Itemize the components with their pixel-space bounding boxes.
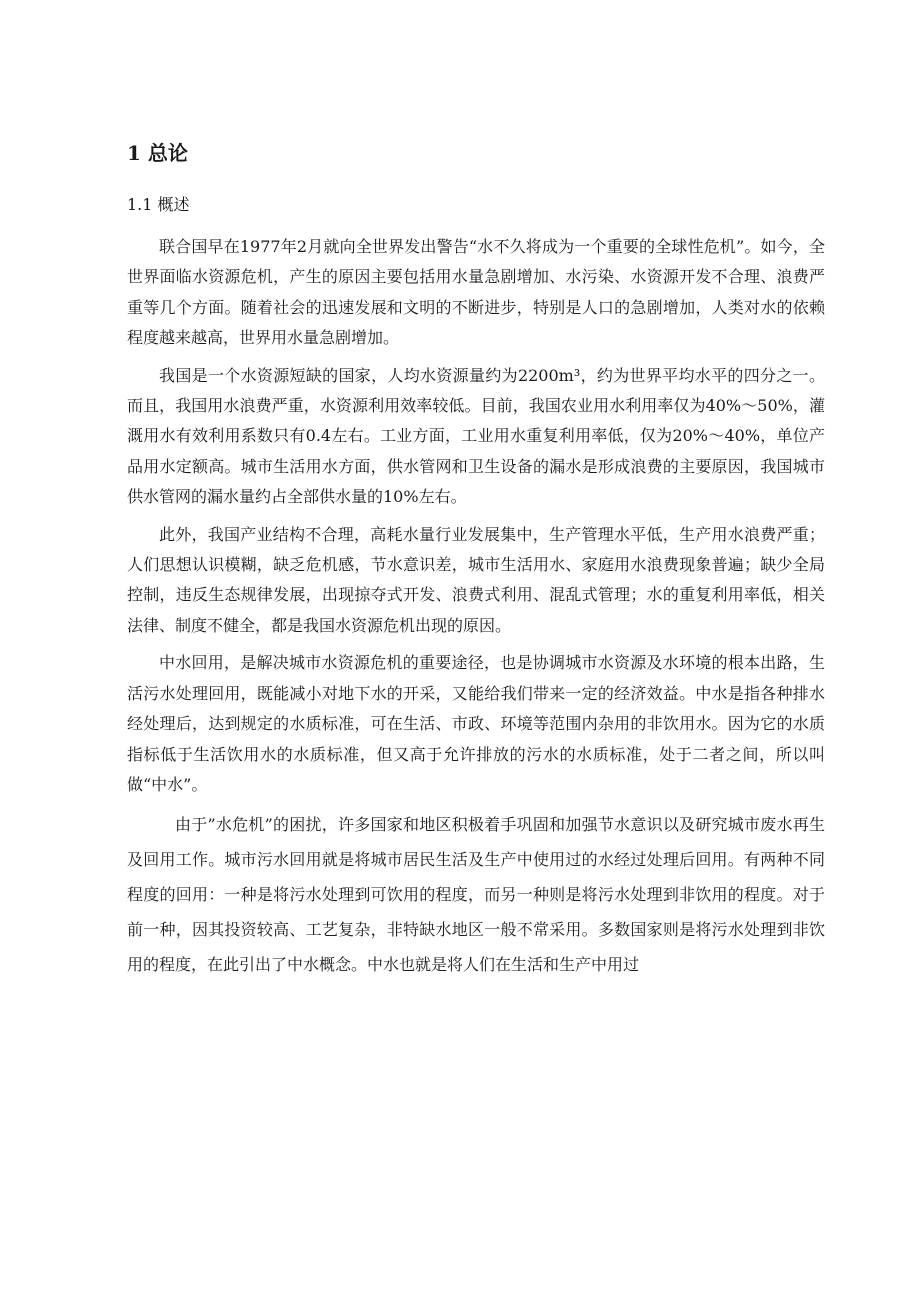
paragraph-5: 由于”水危机”的困扰，许多国家和地区积极着手巩固和加强节水意识以及研究城市废水再生及回用工作。城市污水回用就是将城市居民生活及生产中使用过的水经过处理后回用。有两种不同程度的回用：一种是将污水处理到可饮用的程度，而另一种则是将污水处理到非饮用的程度。对于前一种，因其投资较高、工艺复杂，非特缺水地区一般不常采用。多数国家则是将污水处理到非饮用的程度，在此引出了中水概念。中水也就是将人们在生活和生产中用过 xyxy=(127,815,825,975)
paragraph-4: 中水回用，是解决城市水资源危机的重要途径，也是协调城市水资源及水环境的根本出路，生活污水处理回用，既能减小对地下水的开采，又能给我们带来一定的经济效益。中水是指各种排水经处理后，达到规定的水质标准，可在生活、市政、环境等范围内杂用的非饮用水。因为它的水质指标低于生活饮用水的水质标准，但又高于允许排放的污水的水质标准，处于二者之间，所以叫做“中水”。 xyxy=(127,653,825,794)
section-title: 1.1 概述 xyxy=(127,195,190,214)
paragraph-3: 此外，我国产业结构不合理，高耗水量行业发展集中，生产管理水平低，生产用水浪费严重；人们思想认识模糊，缺乏危机感，节水意识差，城市生活用水、家庭用水浪费现象普遍；缺少全局控制，违反生态规律发展，出现掠夺式开发、浪费式利用、混乱式管理；水的重复利用率低，相关法律、制度不健全，都是我国水资源危机出现的原因。 xyxy=(127,524,825,635)
chapter-title: 1 总论 xyxy=(127,141,188,165)
paragraph-1: 联合国早在1977年2月就向全世界发出警告“水不久将成为一个重要的全球性危机”。如今，全世界面临水资源危机，产生的原因主要包括用水量急剧增加、水污染、水资源开发不合理、浪费严重等几个方面。随着社会的迅速发展和文明的不断进步，特别是人口的急剧增加，人类对水的依赖程度越来越高，世界用水量急剧增加。 xyxy=(127,237,825,348)
document-body xyxy=(127,138,825,989)
paragraph-2: 我国是一个水资源短缺的国家，人均水资源量约为2200m³，约为世界平均水平的四分之一。而且，我国用水浪费严重，水资源利用效率较低。目前，我国农业用水利用率仅为40%～50%，灌溉用水有效利用系数只有0.4左右。工业方面，工业用水重复利用率低，仅为20%～40%，单位产品用水定额高。城市生活用水方面，供水管网和卫生设备的漏水是形成浪费的主要原因，我国城市供水管网的漏水量约占全部供水量的10%左右。 xyxy=(127,365,825,507)
